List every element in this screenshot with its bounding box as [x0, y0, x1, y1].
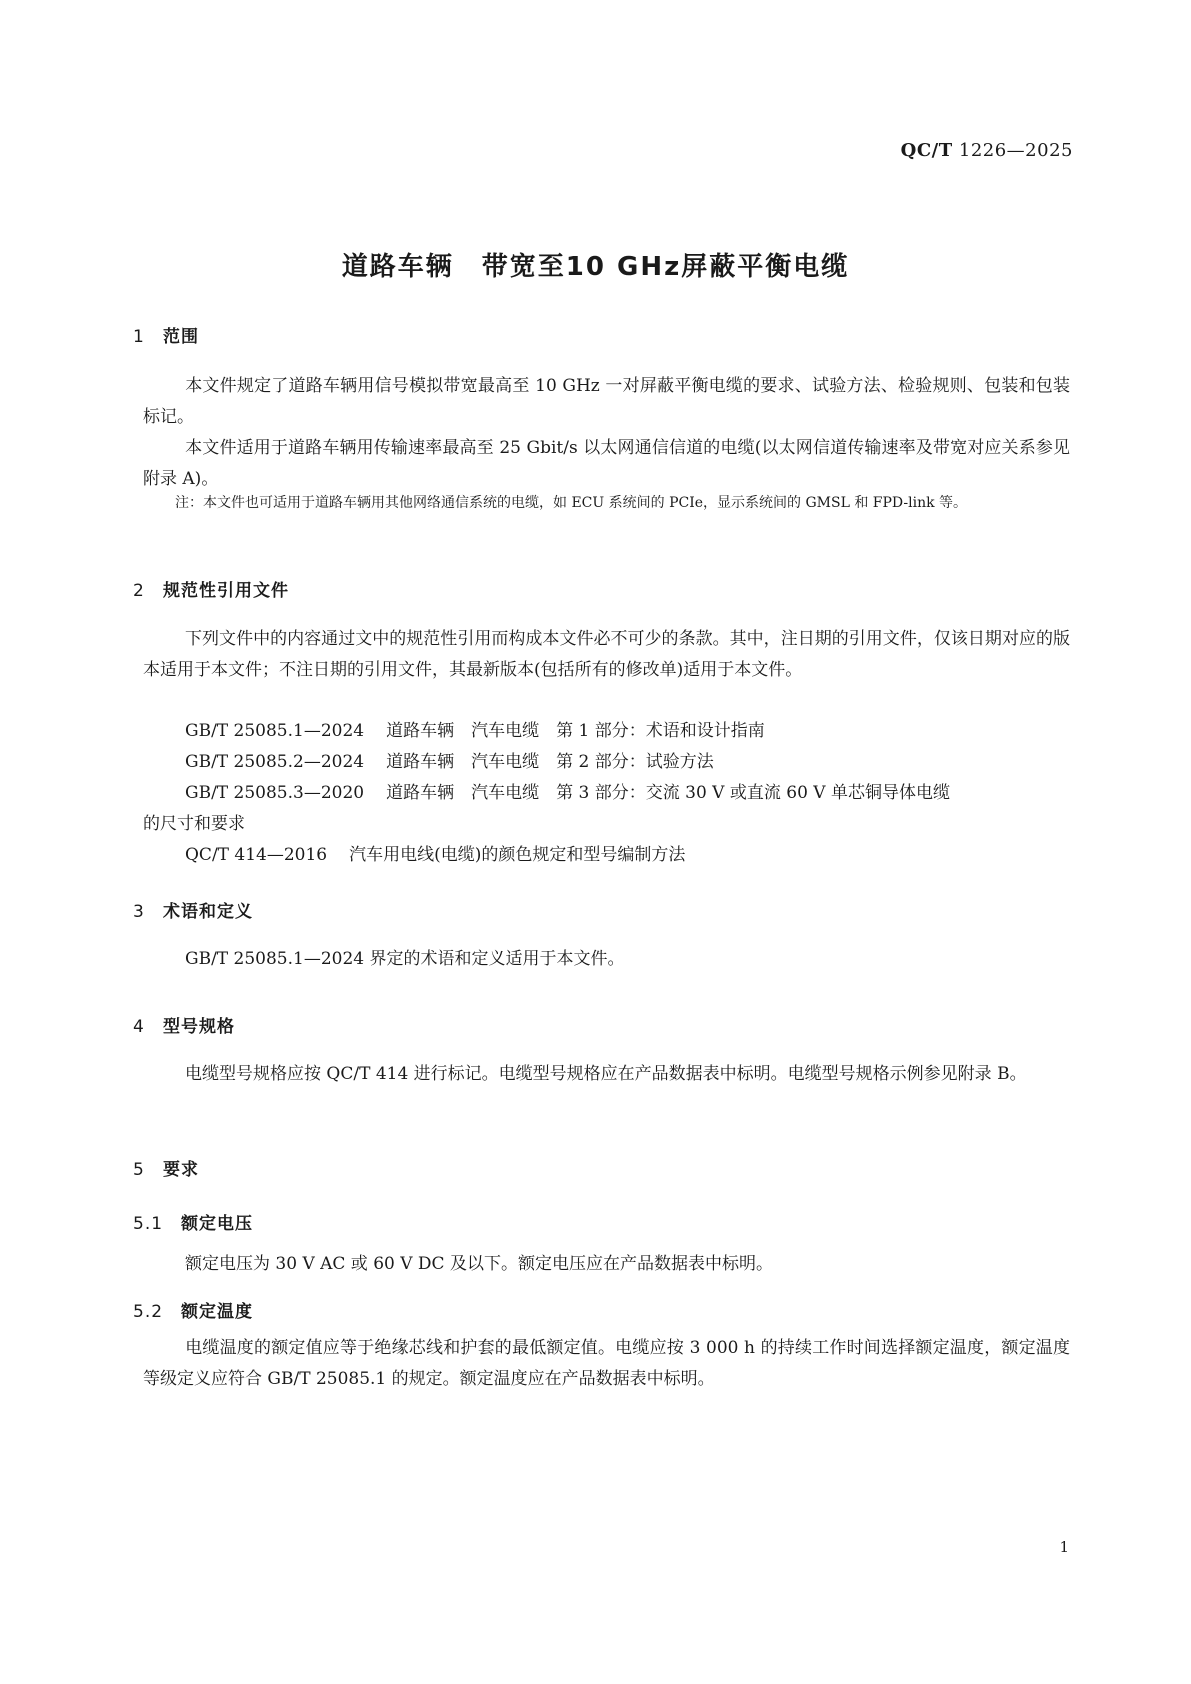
- section-number: 3: [133, 902, 145, 922]
- paragraph: 电缆温度的额定值应等于绝缘芯线和护套的最低额定值。电缆应按 3 000 h 的持续工作时间选择额定温度，额定温度等级定义应符合 GB/T 25085.1 的规定。额定温度应在产品数据表中标明。: [143, 1338, 1070, 1389]
- reference-code: QC/T 414—2016: [185, 845, 328, 865]
- standard-code-number: 1226—2025: [952, 140, 1073, 161]
- reference-item: [185, 747, 714, 772]
- subsection-5-1-heading: [133, 1209, 253, 1234]
- reference-title: 道路车辆 汽车电缆 第 2 部分：试验方法: [386, 752, 714, 772]
- reference-title: 道路车辆 汽车电缆 第 1 部分：术语和设计指南: [386, 721, 765, 741]
- subsection-title: 额定电压: [181, 1214, 253, 1234]
- page-number: 1: [1059, 1538, 1069, 1556]
- paragraph: 额定电压为 30 V AC 或 60 V DC 及以下。额定电压应在产品数据表中标明。: [185, 1254, 773, 1274]
- standard-code-prefix: QC/T: [900, 140, 953, 161]
- section-title: 范围: [163, 327, 199, 347]
- note: 注：本文件也可适用于道路车辆用其他网络通信系统的电缆，如 ECU 系统间的 PCIe，显示系统间的 GMSL 和 FPD-link 等。: [175, 495, 968, 511]
- section-1-heading: [133, 322, 199, 347]
- section-title: 术语和定义: [163, 902, 253, 922]
- subsection-number: 5.1: [133, 1214, 164, 1234]
- section-number: 1: [133, 327, 145, 347]
- reference-continuation: 的尺寸和要求: [143, 814, 245, 834]
- subsection-title: 额定温度: [181, 1302, 253, 1322]
- reference-title: 汽车用电线(电缆)的颜色规定和型号编制方法: [349, 845, 686, 865]
- section-number: 2: [133, 581, 145, 601]
- reference-item: [185, 778, 950, 803]
- paragraph: 电缆型号规格应按 QC/T 414 进行标记。电缆型号规格应在产品数据表中标明。电缆型号规格示例参见附录 B。: [185, 1064, 1027, 1084]
- paragraph: 下列文件中的内容通过文中的规范性引用而构成本文件必不可少的条款。其中，注日期的引用文件，仅该日期对应的版本适用于本文件；不注日期的引用文件，其最新版本(包括所有的修改单)适用于本文件。: [143, 629, 1070, 680]
- section-number: 4: [133, 1017, 145, 1037]
- section-3-heading: [133, 897, 253, 922]
- reference-code: GB/T 25085.3—2020: [185, 783, 365, 803]
- section-5-heading: [133, 1155, 199, 1180]
- subsection-5-2-heading: [133, 1297, 253, 1322]
- section-title: 型号规格: [163, 1017, 235, 1037]
- document-title: 道路车辆 带宽至10 GHz屏蔽平衡电缆: [341, 252, 850, 282]
- subsection-number: 5.2: [133, 1302, 164, 1322]
- reference-item: [185, 716, 765, 741]
- section-title: 要求: [163, 1160, 199, 1180]
- section-4-heading: [133, 1012, 235, 1037]
- section-2-heading: [133, 576, 289, 601]
- reference-code: GB/T 25085.1—2024: [185, 721, 365, 741]
- section-title: 规范性引用文件: [163, 581, 289, 601]
- reference-title: 道路车辆 汽车电缆 第 3 部分：交流 30 V 或直流 60 V 单芯铜导体电缆: [386, 783, 950, 803]
- section-number: 5: [133, 1160, 145, 1180]
- paragraph: 本文件适用于道路车辆用传输速率最高至 25 Gbit/s 以太网通信信道的电缆(以太网信道传输速率及带宽对应关系参见附录 A)。: [143, 438, 1070, 489]
- paragraph: 本文件规定了道路车辆用信号模拟带宽最高至 10 GHz 一对屏蔽平衡电缆的要求、试验方法、检验规则、包装和包装标记。: [143, 376, 1070, 427]
- reference-item: [185, 840, 685, 865]
- reference-code: GB/T 25085.2—2024: [185, 752, 365, 772]
- standard-code: [901, 140, 1073, 161]
- paragraph: GB/T 25085.1—2024 界定的术语和定义适用于本文件。: [185, 949, 625, 969]
